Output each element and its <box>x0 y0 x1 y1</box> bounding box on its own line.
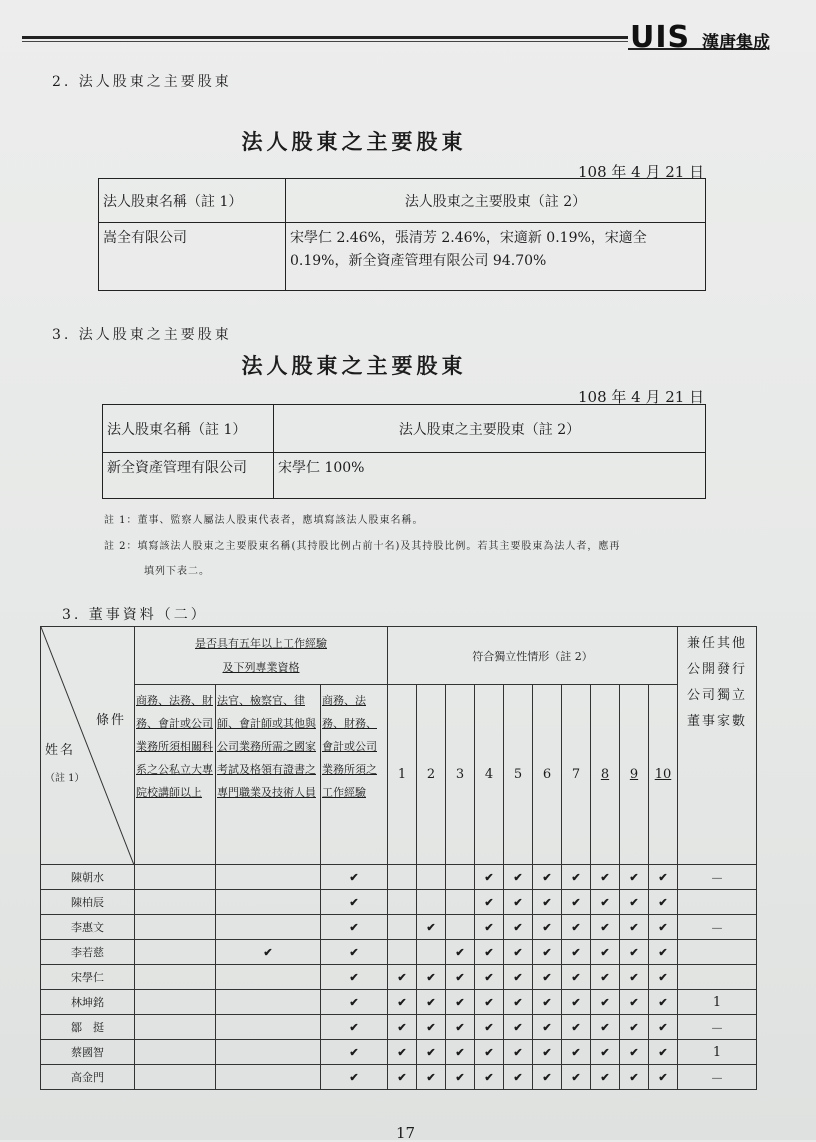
diag-note-label: （註 1） <box>45 773 85 784</box>
other-count <box>678 940 757 965</box>
indep-col-header: 4 <box>475 685 504 865</box>
indep-check-cell: ✔ <box>388 1040 417 1065</box>
exp-check-cell: ✔ <box>321 1015 388 1040</box>
section3-row-holders: 宋學仁 100% <box>274 453 706 499</box>
indep-check-cell: ✔ <box>533 1015 562 1040</box>
diagonal-header-cell <box>41 627 135 865</box>
table-row <box>41 990 757 1015</box>
section2-date: 108 年 4 月 21 日 <box>578 163 705 181</box>
indep-check-cell: ✔ <box>475 865 504 890</box>
indep-check-cell: ✔ <box>591 965 620 990</box>
table-row <box>41 1040 757 1065</box>
table-row <box>41 940 757 965</box>
indep-check-cell: ✔ <box>475 990 504 1015</box>
section2-col2-header: 法人股東之主要股東（註 2） <box>286 179 706 223</box>
indep-check-cell: ✔ <box>533 890 562 915</box>
section2-col1-header: 法人股東名稱（註 1） <box>99 179 286 223</box>
exp-check-cell <box>216 865 321 890</box>
indep-check-cell: ✔ <box>417 990 446 1015</box>
indep-check-cell: ✔ <box>388 965 417 990</box>
company-name: 漢唐集成 <box>702 33 770 53</box>
indep-col-header: 3 <box>446 685 475 865</box>
exp-check-cell <box>135 940 216 965</box>
indep-check-cell: ✔ <box>533 915 562 940</box>
indep-check-cell: ✔ <box>649 865 678 890</box>
indep-check-cell: ✔ <box>620 865 649 890</box>
exp-check-cell <box>216 890 321 915</box>
table-row <box>41 1015 757 1040</box>
exp-check-cell: ✔ <box>321 965 388 990</box>
indep-check-cell: ✔ <box>417 1065 446 1090</box>
exp-check-cell <box>216 990 321 1015</box>
exp-col1-header: 商務、法務、財務、會計或公司業務所須相關科系之公私立大專院校講師以上 <box>135 685 216 865</box>
indep-col-header: 10 <box>649 685 678 865</box>
indep-check-cell <box>417 940 446 965</box>
indep-check-cell: ✔ <box>562 1040 591 1065</box>
exp-check-cell <box>216 915 321 940</box>
indep-check-cell: ✔ <box>504 915 533 940</box>
indep-check-cell: ✔ <box>620 940 649 965</box>
indep-check-cell: ✔ <box>475 1015 504 1040</box>
header-rule-thin <box>22 41 628 42</box>
page-number: 17 <box>396 1124 416 1142</box>
director-name: 林坤銘 <box>41 990 135 1015</box>
indep-check-cell <box>417 890 446 915</box>
indep-check-cell: ✔ <box>562 1015 591 1040</box>
indep-check-cell: ✔ <box>649 1015 678 1040</box>
indep-check-cell: ✔ <box>620 890 649 915</box>
indep-check-cell: ✔ <box>620 1040 649 1065</box>
indep-check-cell <box>388 915 417 940</box>
indep-check-cell: ✔ <box>504 890 533 915</box>
indep-check-cell: ✔ <box>504 940 533 965</box>
other-count: － <box>678 1065 757 1090</box>
exp-check-cell <box>135 990 216 1015</box>
indep-check-cell: ✔ <box>649 990 678 1015</box>
indep-check-cell: ✔ <box>562 890 591 915</box>
indep-check-cell: ✔ <box>504 1015 533 1040</box>
indep-check-cell: ✔ <box>562 940 591 965</box>
exp-check-cell: ✔ <box>321 990 388 1015</box>
indep-check-cell: ✔ <box>649 890 678 915</box>
exp-check-cell <box>135 865 216 890</box>
director-name: 蔡國智 <box>41 1040 135 1065</box>
table-row <box>41 1065 757 1090</box>
section2-row-holders: 宋學仁 2.46%，張清芳 2.46%，宋適新 0.19%，宋適全 0.19%，新全資產管理有限公司 94.70% <box>286 223 706 291</box>
indep-col-header: 7 <box>562 685 591 865</box>
exp-header-line2: 及下列專業資格 <box>222 660 300 674</box>
indep-check-cell: ✔ <box>417 965 446 990</box>
exp-check-cell <box>135 1040 216 1065</box>
indep-check-cell: ✔ <box>475 915 504 940</box>
indep-check-cell: ✔ <box>620 1015 649 1040</box>
exp-check-cell: ✔ <box>321 1065 388 1090</box>
indep-check-cell: ✔ <box>562 915 591 940</box>
indep-check-cell: ✔ <box>504 1065 533 1090</box>
indep-check-cell: ✔ <box>533 1040 562 1065</box>
other-count <box>678 890 757 915</box>
other-count: － <box>678 865 757 890</box>
section3-row-name: 新全資產管理有限公司 <box>103 453 274 499</box>
director-name: 鄒 挺 <box>41 1015 135 1040</box>
indep-check-cell: ✔ <box>446 940 475 965</box>
exp-header <box>135 627 388 685</box>
indep-check-cell: ✔ <box>446 1040 475 1065</box>
indep-check-cell: ✔ <box>591 940 620 965</box>
directors-table-body <box>41 865 757 1090</box>
indep-check-cell: ✔ <box>620 965 649 990</box>
indep-check-cell: ✔ <box>475 1040 504 1065</box>
indep-check-cell: ✔ <box>533 965 562 990</box>
indep-check-cell: ✔ <box>533 940 562 965</box>
indep-col-header: 2 <box>417 685 446 865</box>
exp-check-cell <box>135 915 216 940</box>
other-count <box>678 965 757 990</box>
exp-check-cell: ✔ <box>216 940 321 965</box>
indep-check-cell <box>388 940 417 965</box>
indep-check-cell: ✔ <box>649 965 678 990</box>
director-name: 李惠文 <box>41 915 135 940</box>
indep-check-cell: ✔ <box>446 1015 475 1040</box>
indep-check-cell: ✔ <box>562 990 591 1015</box>
diag-name-label: 姓名 <box>45 743 76 758</box>
indep-check-cell: ✔ <box>504 1040 533 1065</box>
director-name: 李若慈 <box>41 940 135 965</box>
section2-row-name: 嵩全有限公司 <box>99 223 286 291</box>
indep-check-cell <box>446 915 475 940</box>
section2-title: 法人股東之主要股東 <box>241 129 467 154</box>
table-row <box>41 965 757 990</box>
table-row <box>41 915 757 940</box>
director-name: 宋學仁 <box>41 965 135 990</box>
indep-check-cell: ✔ <box>649 1040 678 1065</box>
indep-check-cell: ✔ <box>649 915 678 940</box>
indep-check-cell <box>388 890 417 915</box>
indep-check-cell: ✔ <box>417 915 446 940</box>
other-count: 1 <box>678 1040 757 1065</box>
other-count: 1 <box>678 990 757 1015</box>
company-logo: UIS <box>630 20 691 55</box>
exp-col2-header: 法官、檢察官、律師、會計師或其他與公司業務所需之國家考試及格領有證書之專門職業及技術人員 <box>216 685 321 865</box>
section3-col2-header: 法人股東之主要股東（註 2） <box>274 405 706 453</box>
indep-check-cell: ✔ <box>504 965 533 990</box>
indep-check-cell: ✔ <box>591 1065 620 1090</box>
indep-col-header: 5 <box>504 685 533 865</box>
indep-check-cell: ✔ <box>562 965 591 990</box>
indep-col-header: 8 <box>591 685 620 865</box>
indep-check-cell: ✔ <box>620 990 649 1015</box>
indep-check-cell: ✔ <box>446 990 475 1015</box>
exp-check-cell: ✔ <box>321 890 388 915</box>
section2-heading: 2. 法人股東之主要股東 <box>52 74 232 90</box>
indep-check-cell: ✔ <box>475 940 504 965</box>
indep-check-cell: ✔ <box>446 965 475 990</box>
exp-check-cell <box>216 1015 321 1040</box>
indep-check-cell: ✔ <box>591 1015 620 1040</box>
indep-check-cell <box>446 865 475 890</box>
indep-check-cell: ✔ <box>620 1065 649 1090</box>
indep-check-cell: ✔ <box>562 865 591 890</box>
indep-check-cell: ✔ <box>417 1015 446 1040</box>
indep-check-cell: ✔ <box>388 1015 417 1040</box>
indep-col-header: 1 <box>388 685 417 865</box>
exp-check-cell <box>135 890 216 915</box>
indep-check-cell: ✔ <box>649 940 678 965</box>
note-2-continued: 填列下表二。 <box>144 566 210 577</box>
indep-check-cell <box>446 890 475 915</box>
indep-check-cell: ✔ <box>533 865 562 890</box>
director-name: 高金門 <box>41 1065 135 1090</box>
indep-check-cell: ✔ <box>591 865 620 890</box>
other-count: － <box>678 915 757 940</box>
other-count: － <box>678 1015 757 1040</box>
exp-check-cell <box>135 1065 216 1090</box>
other-header: 兼任其他公開發行公司獨立董事家數 <box>678 627 757 865</box>
indep-check-cell: ✔ <box>591 1040 620 1065</box>
indep-col-header: 6 <box>533 685 562 865</box>
section3-col1-header: 法人股東名稱（註 1） <box>103 405 274 453</box>
exp-col3-header: 商務、法務、財務、會計或公司業務所須之工作經驗 <box>321 685 388 865</box>
diag-condition-label: 條件 <box>95 713 126 728</box>
indep-check-cell: ✔ <box>475 890 504 915</box>
indep-col-header: 9 <box>620 685 649 865</box>
section2-table <box>98 178 706 291</box>
indep-check-cell: ✔ <box>504 990 533 1015</box>
directors-heading: 3. 董事資料（二） <box>62 607 208 623</box>
indep-check-cell: ✔ <box>417 1040 446 1065</box>
exp-check-cell: ✔ <box>321 1040 388 1065</box>
section3-date: 108 年 4 月 21 日 <box>578 388 705 406</box>
section3-heading: 3. 法人股東之主要股東 <box>52 327 232 343</box>
exp-check-cell <box>216 1065 321 1090</box>
exp-check-cell: ✔ <box>321 915 388 940</box>
director-name: 陳柏辰 <box>41 890 135 915</box>
exp-header-line1: 是否具有五年以上工作經驗 <box>195 636 327 650</box>
note-1: 註 1：董事、監察人屬法人股東代表者，應填寫該法人股東名稱。 <box>104 515 424 526</box>
exp-check-cell <box>216 1040 321 1065</box>
indep-check-cell: ✔ <box>591 915 620 940</box>
indep-check-cell: ✔ <box>591 990 620 1015</box>
table-row <box>41 890 757 915</box>
indep-check-cell: ✔ <box>475 965 504 990</box>
note-2: 註 2：填寫該法人股東之主要股東名稱(其持股比例占前十名)及其持股比例。若其主要股東為法人者，應再 <box>104 541 621 552</box>
indep-check-cell <box>417 865 446 890</box>
section3-title: 法人股東之主要股東 <box>241 353 467 378</box>
indep-check-cell: ✔ <box>533 990 562 1015</box>
indep-header: 符合獨立性情形（註 2） <box>388 627 678 685</box>
directors-table <box>40 626 757 1090</box>
indep-check-cell: ✔ <box>388 990 417 1015</box>
section3-table <box>102 404 706 499</box>
table-row <box>41 865 757 890</box>
indep-check-cell: ✔ <box>475 1065 504 1090</box>
indep-check-cell: ✔ <box>591 890 620 915</box>
exp-check-cell: ✔ <box>321 940 388 965</box>
exp-check-cell: ✔ <box>321 865 388 890</box>
indep-check-cell: ✔ <box>446 1065 475 1090</box>
indep-check-cell: ✔ <box>504 865 533 890</box>
indep-check-cell: ✔ <box>649 1065 678 1090</box>
indep-check-cell: ✔ <box>562 1065 591 1090</box>
exp-check-cell <box>216 965 321 990</box>
exp-check-cell <box>135 965 216 990</box>
indep-check-cell: ✔ <box>388 1065 417 1090</box>
indep-check-cell <box>388 865 417 890</box>
indep-check-cell: ✔ <box>533 1065 562 1090</box>
exp-check-cell <box>135 1015 216 1040</box>
header-rule <box>22 36 628 39</box>
indep-check-cell: ✔ <box>620 915 649 940</box>
director-name: 陳朝水 <box>41 865 135 890</box>
